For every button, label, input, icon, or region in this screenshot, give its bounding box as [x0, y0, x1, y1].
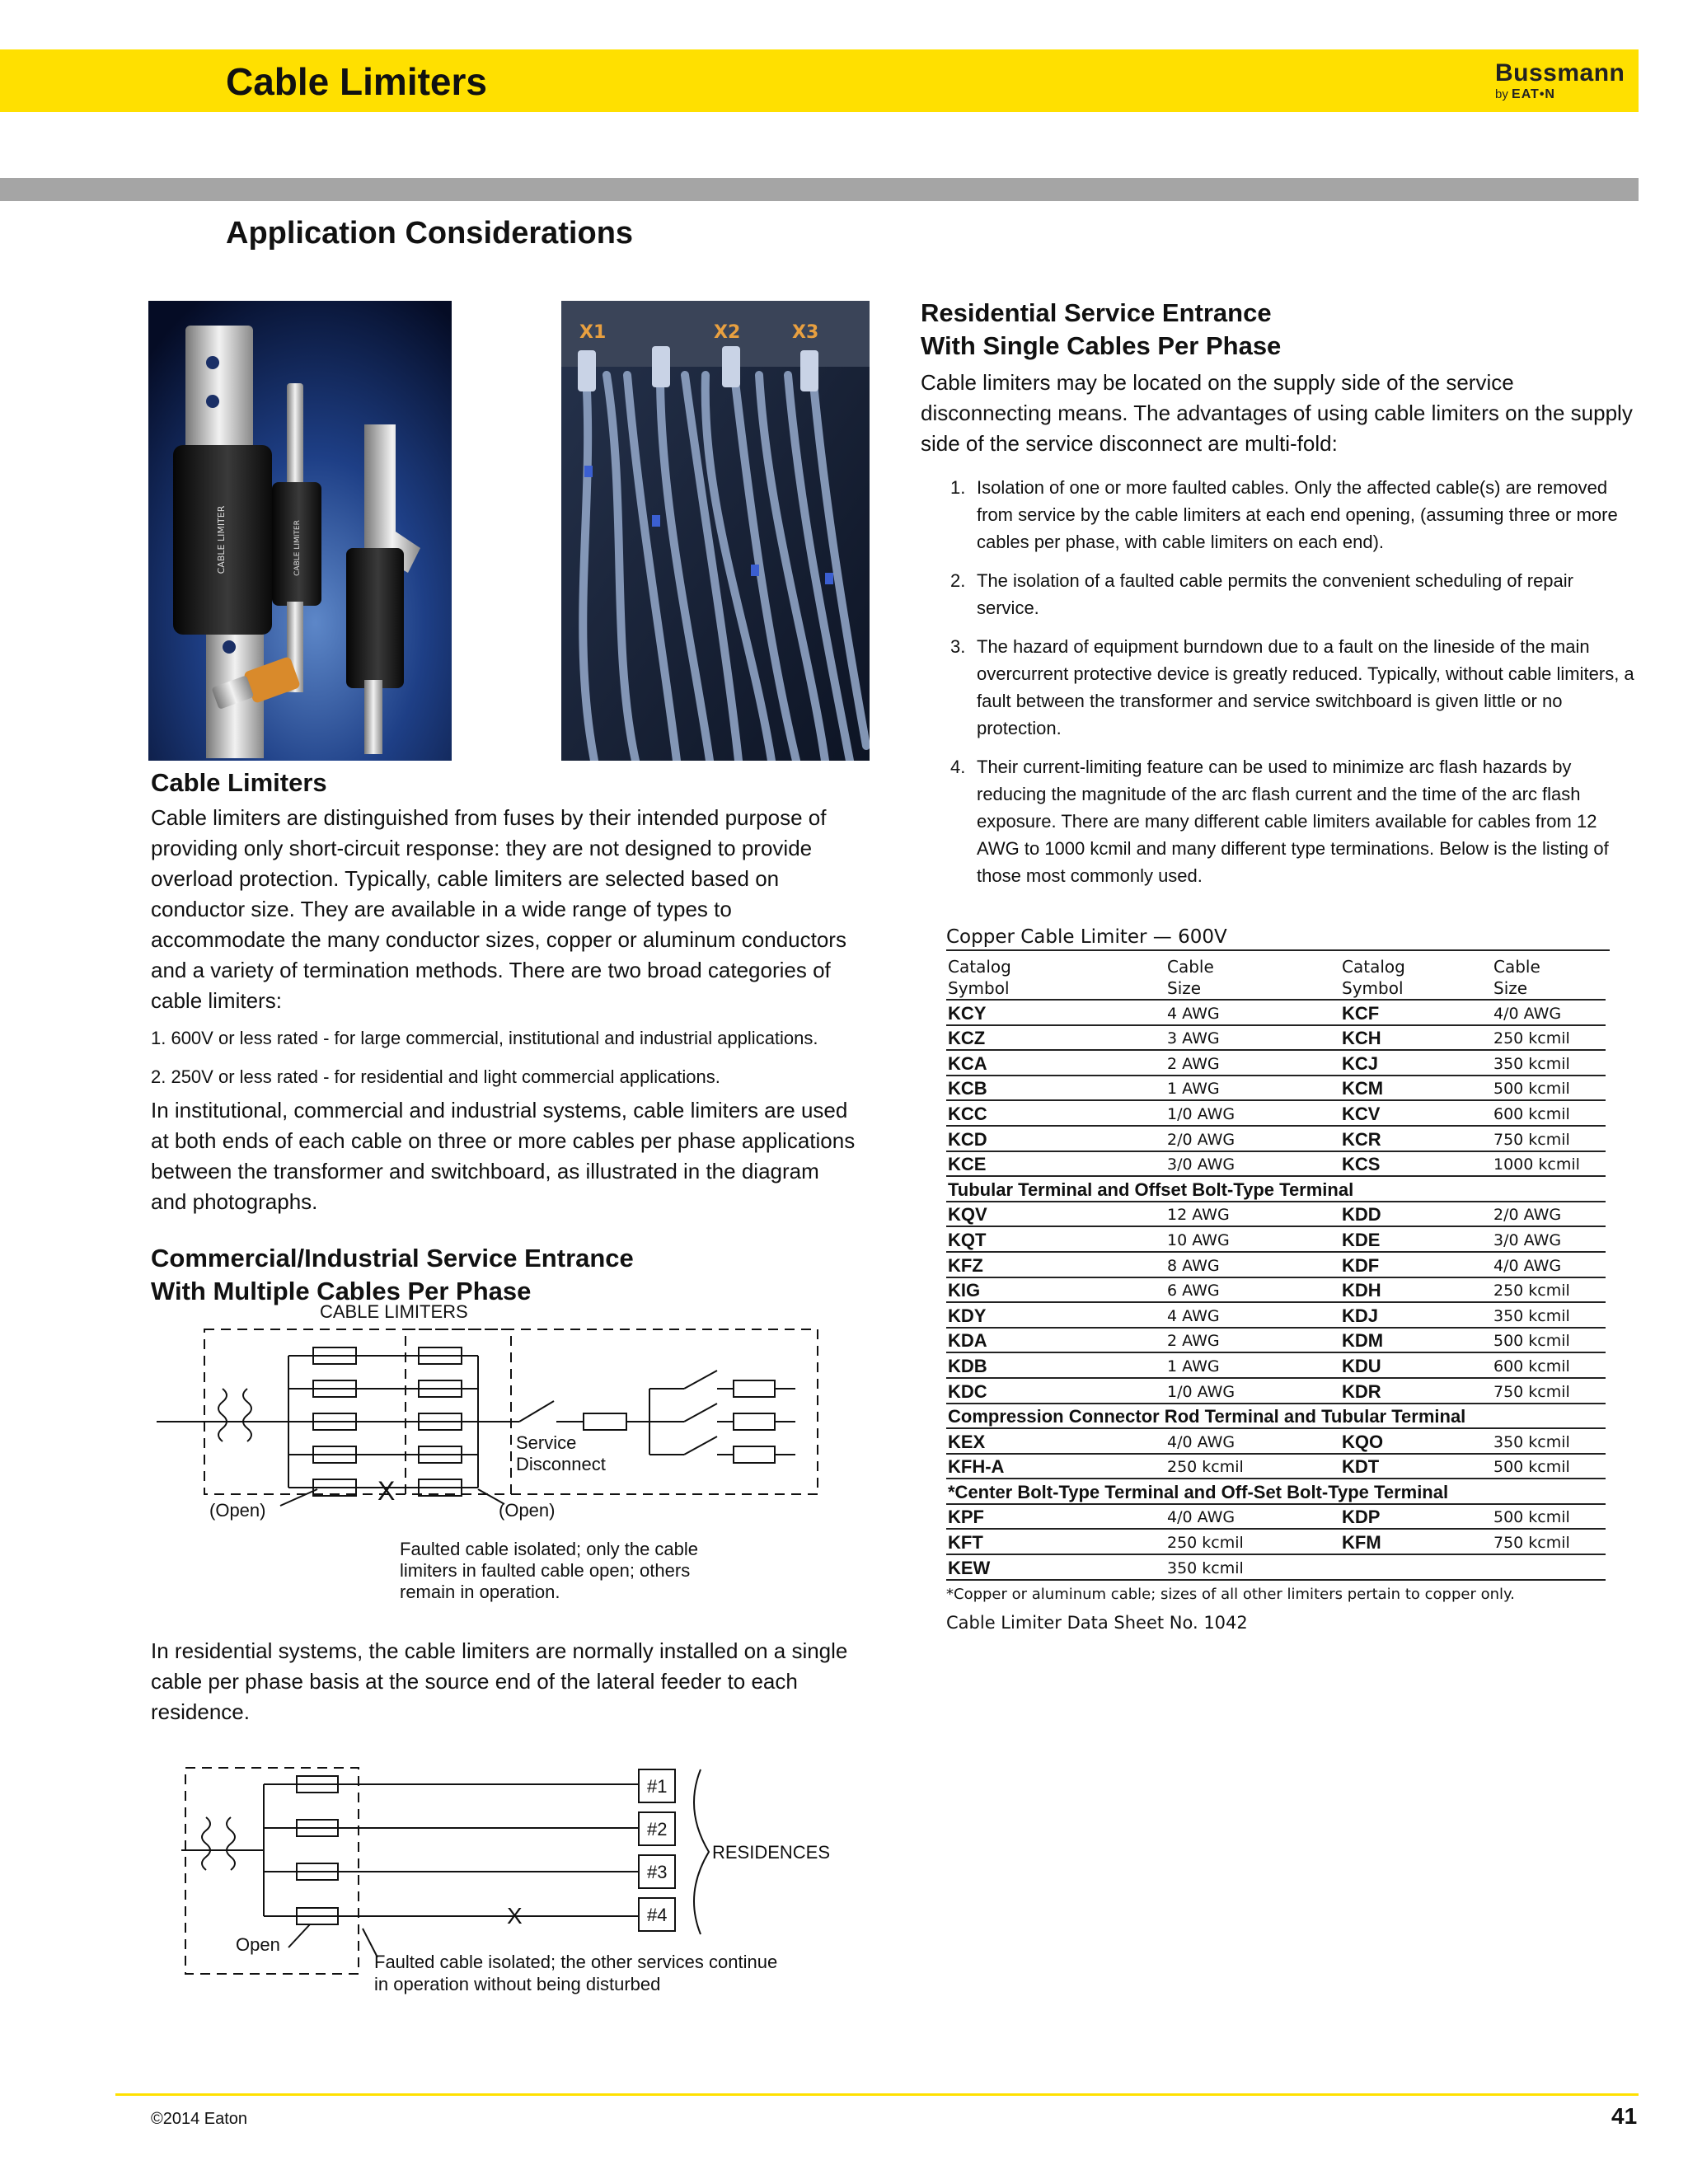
table-row: KDA 2 AWG KDM 500 kcmil [946, 1328, 1606, 1353]
cable-limiters-intro: Cable limiters are distinguished from fuses by their intended purpose of providing only short-circuit response: they are not designed to provide overload protection. Typically, cable limiters are selected based on conductor size. They are available in a wide range of types to accommodate the many conductor sizes, copper or aluminum conductors and a variety of termination methods. There are two broad categories of cable limiters: [151, 805, 846, 1013]
fault-caption-2: in operation without being disturbed [374, 1974, 661, 1994]
list-item: 3. The hazard of equipment burndown due to a fault on the lineside of the main overcurrent protective device is greatly reduced. Typically, without cable limiters, a fault between the transformer and service switchboard is given little or no protection. [950, 636, 1634, 738]
residences-label: RESIDENCES [712, 1842, 831, 1863]
residence-label: #3 [647, 1862, 668, 1882]
cable-limiters-heading: Cable Limiters [151, 768, 327, 797]
page-title: Cable Limiters [226, 60, 487, 103]
photo2-label-x3: X3 [792, 322, 819, 343]
residential-paragraph: In residential systems, the cable limiters are normally installed on a single cable per phase basis at the source end of the lateral feeder to each residence. [151, 1638, 848, 1724]
cable-limiters-label: CABLE LIMITERS [320, 1301, 468, 1322]
institutional-paragraph: In institutional, commercial and industrial systems, cable limiters are used at both ends of each cable on three or more cables per phase applications between the transformer and switchboard, as illustrated in the diagram and photographs. [151, 1098, 856, 1214]
table-group-heading: *Center Bolt-Type Terminal and Off-Set Bolt-Type Terminal [946, 1479, 1606, 1504]
brand-logo: Bussmann [1495, 59, 1625, 87]
main-fuse-icon [584, 1413, 626, 1430]
table-row: KEX 4/0 AWG KQO 350 kcmil [946, 1428, 1606, 1454]
right-column [921, 297, 1638, 901]
feeder-fuse-icon [734, 1446, 775, 1463]
residence-label: #2 [647, 1819, 668, 1840]
table-row: KFT 250 kcmil KFM 750 kcmil [946, 1529, 1606, 1554]
table-row: KCZ 3 AWG KCH 250 kcmil [946, 1025, 1606, 1051]
section-title: Application Considerations [226, 216, 634, 251]
datasheet-reference: Cable Limiter Data Sheet No. 1042 [946, 1612, 1248, 1633]
fault-mark: X [507, 1903, 523, 1929]
list-item: 4. Their current-limiting feature can be used to minimize arc flash hazards by reducing the magnitude of the arc flash current and the time of the arc flash exposure. There are many different cable limiters available for cables from 12 AWG to 1000 kcmil and many different type terminations. Below is the listing of those most commonly used. [950, 757, 1609, 886]
residence-label: #1 [647, 1776, 668, 1797]
table-row: KCA 2 AWG KCJ 350 kcmil [946, 1050, 1606, 1076]
service-disconnect-switch [519, 1401, 554, 1422]
table-row: KDB 1 AWG KDU 600 kcmil [946, 1352, 1606, 1378]
table-row: KCE 3/0 AWG KCS 1000 kcmil [946, 1151, 1606, 1177]
photo2-label-x1: X1 [579, 322, 607, 343]
residence-label: #4 [647, 1905, 668, 1925]
residential-heading-line1: Residential Service Entrance [921, 298, 1272, 327]
fault-mark: X [377, 1476, 396, 1506]
table-row: KCD 2/0 AWG KCR 750 kcmil [946, 1126, 1606, 1151]
open-label: Open [236, 1934, 280, 1955]
commercial-heading-line2: With Multiple Cables Per Phase [151, 1277, 532, 1305]
category-item: 1. 600V or less rated - for large commercial, institutional and industrial applications. [151, 1028, 818, 1048]
table-row: KQV 12 AWG KDD 2/0 AWG [946, 1202, 1606, 1227]
fault-caption-2: limiters in faulted cable open; others [400, 1560, 691, 1581]
table-row: KIG 6 AWG KDH 250 kcmil [946, 1277, 1606, 1303]
table-group-heading: Tubular Terminal and Offset Bolt-Type Terminal [946, 1176, 1606, 1202]
table-row: KFH-A 250 kcmil KDT 500 kcmil [946, 1454, 1606, 1479]
table-row: KDC 1/0 AWG KDR 750 kcmil [946, 1378, 1606, 1404]
commercial-heading-line1: Commercial/Industrial Service Entrance [151, 1244, 634, 1272]
table-title: Copper Cable Limiter — 600V [946, 926, 1610, 951]
open-label-right: (Open) [499, 1500, 556, 1521]
brand-company: EAT•N [1512, 87, 1555, 101]
footer-rule [115, 2093, 1639, 2096]
list-item: 2. The isolation of a faulted cable permits the convenient scheduling of repair service. [950, 570, 1573, 618]
left-column [151, 766, 860, 1308]
section-divider [0, 178, 1639, 201]
table-row: KCB 1 AWG KCM 500 kcmil [946, 1076, 1606, 1101]
photo2-label-x2: X2 [714, 322, 741, 343]
residential-intro: Cable limiters may be located on the supply side of the service disconnecting means. The advantages of using cable limiters on the supply side of the service disconnect are multi-fold: [921, 370, 1633, 456]
copyright: ©2014 Eaton [151, 2110, 248, 2128]
residential-heading-line2: With Single Cables Per Phase [921, 331, 1282, 360]
table-row: KCC 1/0 AWG KCV 600 kcmil [946, 1100, 1606, 1126]
table-row: KPF 4/0 AWG KDP 500 kcmil [946, 1504, 1606, 1530]
installed-cables-photo [561, 301, 870, 761]
open-label-left: (Open) [209, 1500, 266, 1521]
fault-caption-1: Faulted cable isolated; only the cable [400, 1539, 699, 1559]
cable-limiter-table-block [946, 926, 1610, 1633]
page-number: 41 [1611, 2103, 1638, 2129]
switchboard-enclosure [406, 1329, 818, 1494]
photo1-label-1: CABLE LIMITER [216, 505, 227, 574]
brand-by: by [1495, 87, 1508, 101]
cable-limiters-photo [148, 301, 452, 761]
feeder-fuse-icon [734, 1380, 775, 1397]
table-footnote: *Copper or aluminum cable; sizes of all other limiters pertain to copper only. [946, 1585, 1515, 1603]
cable-row [288, 1347, 478, 1364]
residences-brace [694, 1769, 709, 1934]
table-row: KQT 10 AWG KDE 3/0 AWG [946, 1226, 1606, 1252]
service-label-1: Service [516, 1432, 577, 1453]
commercial-diagram [148, 1298, 841, 1607]
table-row: KEW 350 kcmil [946, 1554, 1606, 1580]
cable-limiter-table [946, 951, 1606, 1581]
feeder-fuse-icon [734, 1413, 775, 1430]
table-group-heading: Compression Connector Rod Terminal and Tubular Terminal [946, 1404, 1606, 1429]
residential-diagram [165, 1760, 841, 1999]
list-item: 1. Isolation of one or more faulted cables. Only the affected cable(s) are removed from service by the cable limiters at each end opening, (assuming three or more cables per phase, with cable limiters on each end). [950, 477, 1618, 552]
service-label-2: Disconnect [516, 1454, 606, 1474]
brand-byline [1495, 87, 1555, 102]
advantages-list [921, 474, 1638, 889]
table-header-row: Catalog Symbol Cable Size Catalog Symbol Cable Size [946, 951, 1606, 1000]
table-row: KFZ 8 AWG KDF 4/0 AWG [946, 1252, 1606, 1277]
table-row: KDY 4 AWG KDJ 350 kcmil [946, 1302, 1606, 1328]
fault-caption-3: remain in operation. [400, 1582, 560, 1602]
fault-caption-1: Faulted cable isolated; the other services continue [374, 1952, 778, 1972]
photo1-label-2: CABLE LIMITER [293, 520, 302, 576]
table-row: KCY 4 AWG KCF 4/0 AWG [946, 1000, 1606, 1025]
category-item: 2. 250V or less rated - for residential and light commercial applications. [151, 1066, 720, 1087]
